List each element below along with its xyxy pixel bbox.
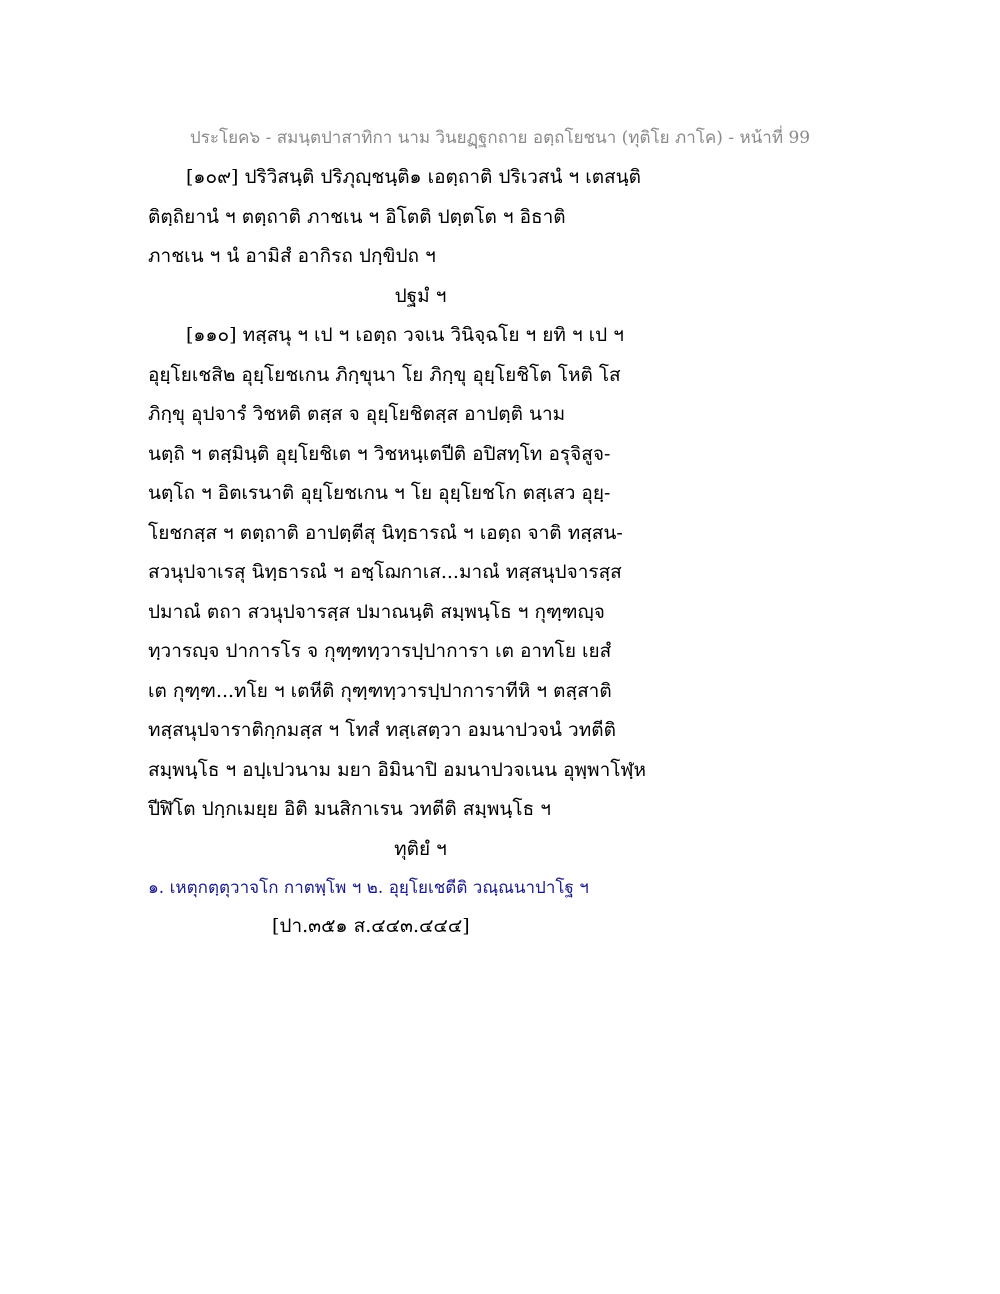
body-text — [148, 158, 848, 869]
paragraph-line: ปมาณํ ตถา สวนุปจารสฺส ปมาณนฺติ สมฺพนฺโธ ฯ กุฑฺฑญฺจ — [148, 600, 605, 623]
footnote: ๑. เหตุกตฺตุวาจโก กาตพฺโพ ฯ ๒. อุยฺโยเชตีติ วณฺณนาปาโฐ ฯ — [148, 878, 589, 898]
paragraph-line: ภิกฺขุ อุปจารํ วิชหติ ตสฺส จ อุยฺโยชิตสฺส อาปตฺติ นาม — [148, 403, 566, 425]
section-end-label: ทุติยํ ฯ — [394, 837, 447, 860]
page-header: ประโยค๖ - สมนฺตปาสาทิกา นาม วินยฏฺฐกถาย อตฺถโยชนา (ทุติโย ภาโค) - หน้าที่ 99 — [189, 128, 811, 148]
paragraph-line: อุยฺโยเชสิ๒ อุยฺโยชเกน ภิกฺขุนา โย ภิกฺขุ อุยฺโยชิโต โหติ โส — [148, 363, 621, 386]
paragraph-line: [๑๐๙] ปริวิสนฺติ ปริภุญฺชนฺติ๑ เอตฺถาติ ปริเวสนํ ฯ เตสนฺติ — [186, 166, 641, 188]
paragraph-line: สวนุปจาเรสุ นิทฺธารณํ ฯ อชฺโฌกาเส...มาณํ ทสฺสนุปจารสฺส — [148, 561, 622, 583]
paragraph-line: ติตฺถิยานํ ฯ ตตฺถาติ ภาชเน ฯ อิโตติ ปตฺตโต ฯ อิธาติ — [148, 205, 566, 228]
paragraph-line: ภาชเน ฯ นํ อามิสํ อากิรถ ปกฺขิปถ ฯ — [148, 245, 436, 267]
paragraph-line: ทฺวารญฺจ ปาการโร จ กุฑฺฑทฺวารปฺปาการา เต อาทโย เยสํ — [148, 640, 612, 662]
paragraph-line: ปีฬิโต ปกฺกเมยฺย อิติ มนสิกาเรน วทตีติ สมฺพนฺโธ ฯ — [148, 798, 551, 820]
section-end-label: ปฐมํ ฯ — [394, 284, 447, 307]
page-reference: [ปา.๓๕๑ ส.๔๔๓.๔๔๔] — [272, 915, 470, 937]
paragraph-line: โยชกสฺส ฯ ตตฺถาติ อาปตฺตีสุ นิทฺธารณํ ฯ เอตฺถ จาติ ทสฺสน- — [148, 521, 623, 544]
paragraph-line: นตฺถิ ฯ ตสฺมินฺติ อุยฺโยชิเต ฯ วิชหนฺเตปีติ อปิสทฺโท อรุจิสูจ- — [148, 442, 611, 465]
paragraph-line: นตฺโถ ฯ อิตเรนาติ อุยฺโยชเกน ฯ โย อุยฺโยชโก ตสฺเสว อุยฺ- — [148, 482, 611, 504]
paragraph-line: [๑๑๐] ทสฺสนุ ฯ เป ฯ เอตฺถ วจเน วินิจฺฉโย ฯ ยทิ ฯ เป ฯ — [186, 324, 624, 346]
paragraph-line: สมฺพนฺโธ ฯ อปฺเปวนาม มยา อิมินาปิ อมนาปวจเนน อุพฺพาโฬฺห — [148, 758, 646, 781]
paragraph-line: ทสฺสนุปจาราติกฺกมสฺส ฯ โทสํ ทสฺเสตฺวา อมนาปวจนํ วทตีติ — [148, 719, 616, 741]
paragraph-line: เต กุฑฺฑ...ทโย ฯ เตหีติ กุฑฺฑทฺวารปฺปาการาทีหิ ฯ ตสฺสาติ — [148, 679, 612, 702]
